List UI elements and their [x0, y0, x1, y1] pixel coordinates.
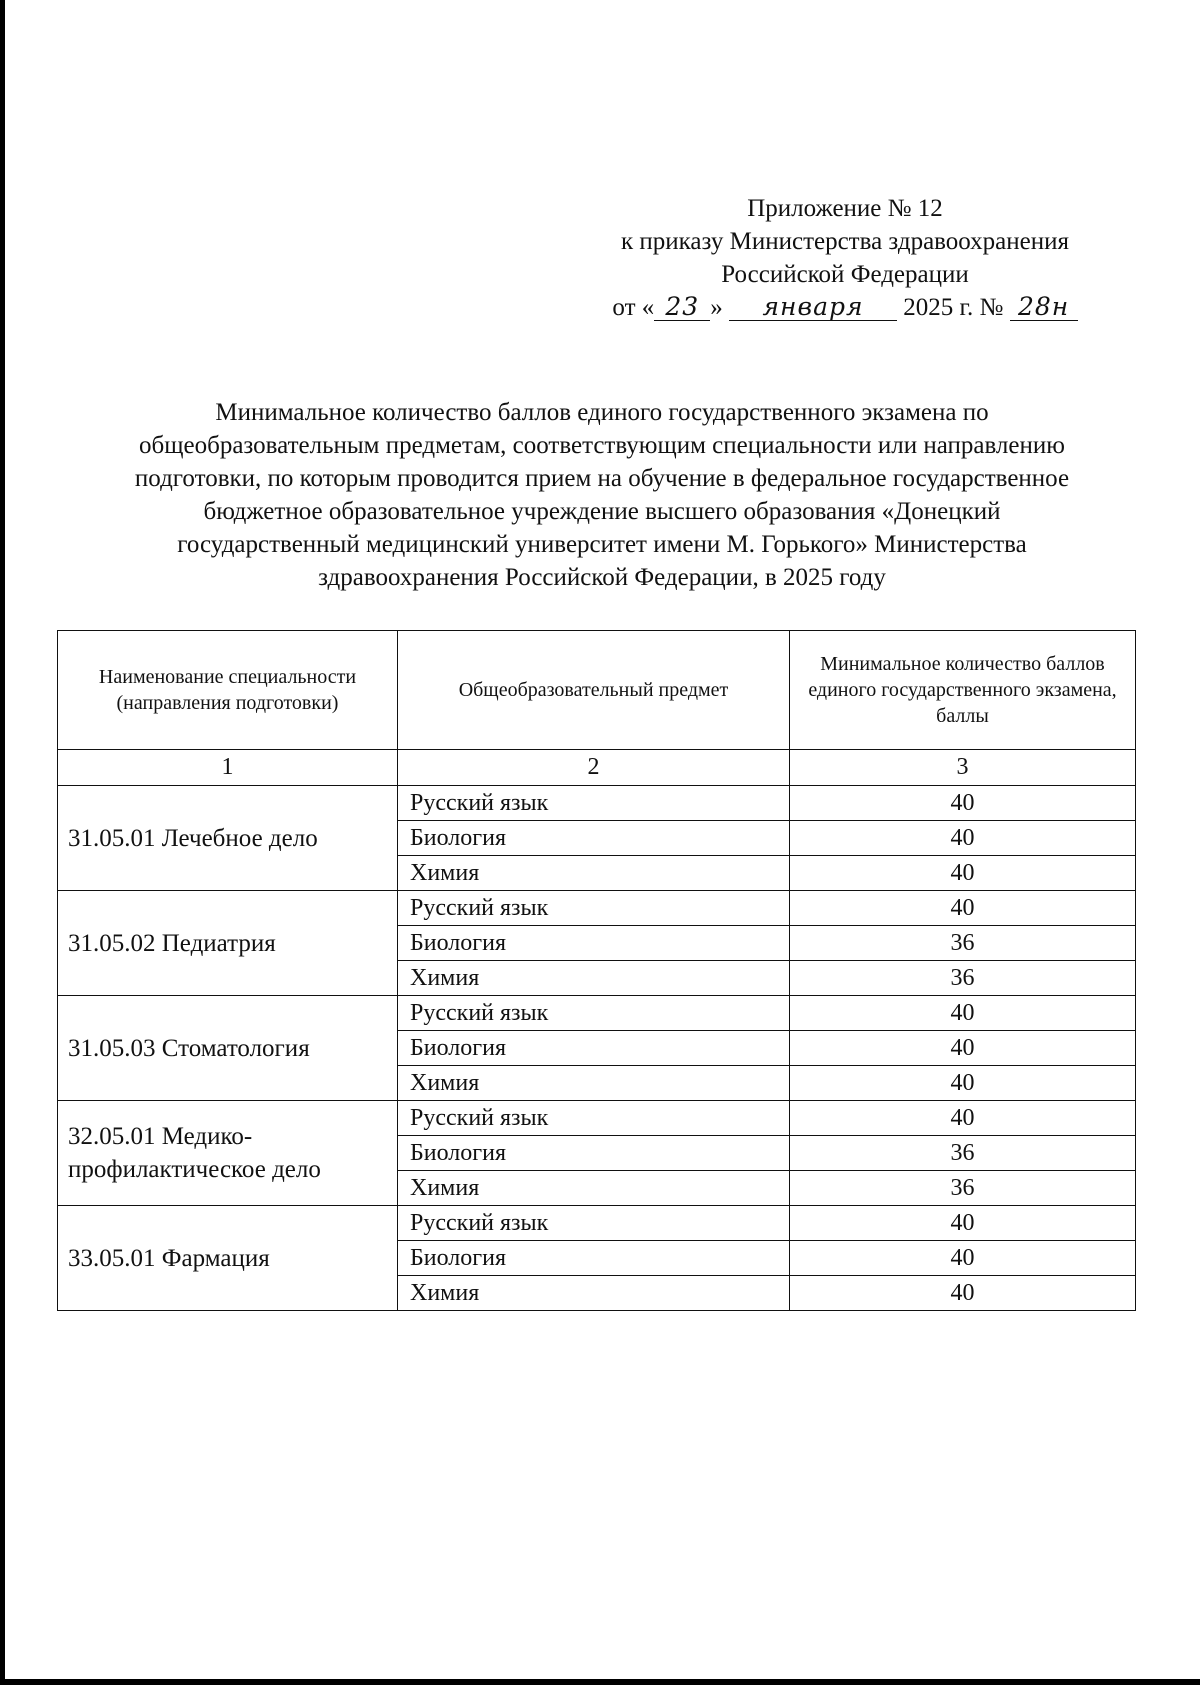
document-heading: [62, 396, 1142, 594]
subject-cell: Русский язык: [398, 1206, 790, 1241]
header-min-score: Минимальное количество баллов единого государственного экзамена, баллы: [790, 631, 1136, 750]
score-cell: 36: [790, 961, 1136, 996]
score-cell: 36: [790, 1171, 1136, 1206]
scores-table: [57, 630, 1136, 1311]
table-row: [58, 996, 1136, 1031]
score-cell: 40: [790, 786, 1136, 821]
table-row: [58, 891, 1136, 926]
appendix-date-line: [560, 291, 1130, 324]
specialty-cell: 31.05.02 Педиатрия: [58, 891, 398, 996]
column-number: 1: [58, 750, 398, 786]
heading-line: здравоохранения Российской Федерации, в 2025 году: [318, 564, 886, 591]
table-row: [58, 1206, 1136, 1241]
score-cell: 40: [790, 891, 1136, 926]
subject-cell: Химия: [398, 1276, 790, 1311]
score-cell: 40: [790, 1066, 1136, 1101]
subject-cell: Биология: [398, 1136, 790, 1171]
heading-line: Минимальное количество баллов единого государственного экзамена по: [215, 399, 989, 426]
specialty-cell: 33.05.01 Фармация: [58, 1206, 398, 1311]
heading-line: подготовки, по которым проводится прием на обучение в федеральное государственное: [134, 465, 1070, 492]
score-cell: 36: [790, 926, 1136, 961]
specialty-cell: 31.05.03 Стоматология: [58, 996, 398, 1101]
score-cell: 40: [790, 1276, 1136, 1311]
header-specialty: Наименование специальности (направления подготовки): [58, 631, 398, 750]
appendix-number: Приложение № 12: [747, 195, 943, 222]
date-prefix: от «: [612, 294, 655, 321]
subject-cell: Русский язык: [398, 1101, 790, 1136]
header-subject: Общеобразовательный предмет: [398, 631, 790, 750]
heading-line: общеобразовательным предметам, соответствующим специальности или направлению: [139, 432, 1065, 459]
subject-cell: Биология: [398, 1241, 790, 1276]
date-day-close: »: [710, 294, 723, 321]
score-cell: 40: [790, 1101, 1136, 1136]
subject-cell: Химия: [398, 961, 790, 996]
subject-cell: Химия: [398, 856, 790, 891]
column-number-row: [58, 750, 1136, 786]
scan-border-left: [0, 0, 5, 1685]
subject-cell: Биология: [398, 1031, 790, 1066]
column-number: 3: [790, 750, 1136, 786]
appendix-order-ref: к приказу Министерства здравоохранения: [620, 228, 1070, 255]
specialty-cell: 32.05.01 Медико-профилактическое дело: [58, 1101, 398, 1206]
heading-line: бюджетное образовательное учреждение высшего образования «Донецкий: [203, 498, 1001, 525]
subject-cell: Химия: [398, 1171, 790, 1206]
heading-line: государственный медицинский университет имени М. Горького» Министерства: [177, 531, 1027, 558]
table-row: [58, 1101, 1136, 1136]
handwritten-month: января: [729, 294, 897, 321]
appendix-header: [560, 192, 1130, 324]
subject-cell: Русский язык: [398, 891, 790, 926]
table-row: [58, 786, 1136, 821]
subject-cell: Русский язык: [398, 786, 790, 821]
subject-cell: Русский язык: [398, 996, 790, 1031]
column-number: 2: [398, 750, 790, 786]
subject-cell: Биология: [398, 821, 790, 856]
score-cell: 36: [790, 1136, 1136, 1171]
score-cell: 40: [790, 821, 1136, 856]
score-cell: 40: [790, 1031, 1136, 1066]
score-cell: 40: [790, 996, 1136, 1031]
scan-border-bottom: [0, 1679, 1200, 1685]
specialty-cell: 31.05.01 Лечебное дело: [58, 786, 398, 891]
subject-cell: Химия: [398, 1066, 790, 1101]
score-cell: 40: [790, 1241, 1136, 1276]
date-year: 2025 г. №: [903, 294, 1004, 321]
table-header-row: [58, 631, 1136, 750]
score-cell: 40: [790, 1206, 1136, 1241]
handwritten-order-number: 28н: [1010, 294, 1078, 321]
appendix-country: Российской Федерации: [721, 261, 969, 288]
subject-cell: Биология: [398, 926, 790, 961]
score-cell: 40: [790, 856, 1136, 891]
handwritten-day: 23: [654, 294, 710, 321]
